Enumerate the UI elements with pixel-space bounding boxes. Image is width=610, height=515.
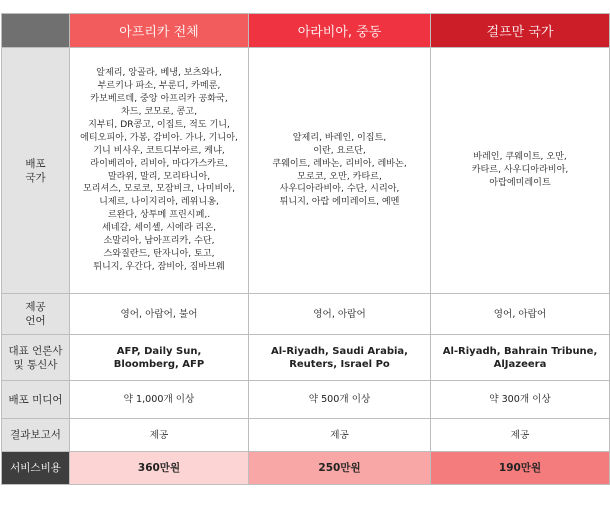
cell-line: 바레인, 쿠웨이트, 오만, [473, 152, 567, 163]
cell-line: 말라위, 말리, 모리타니아, [107, 171, 211, 182]
row-media [2, 335, 610, 381]
media-arabia [249, 335, 431, 381]
cell-line: 차드, 코모로, 콩고, [121, 106, 197, 117]
row-label-countries: 배포 국가 [2, 48, 70, 294]
cell-line: 알제리, 앙골라, 베냉, 보츠와나, [96, 68, 222, 79]
cell-line: 알제리, 바레인, 이집트, [292, 132, 387, 143]
cell-line: 르완다, 상투메 프린시페,. [107, 210, 211, 221]
cell-line: 부르키나 파소, 부룬디, 카메룬, [97, 81, 221, 92]
cell-line: Bloomberg, AFP [113, 358, 205, 370]
cell-line: 니제르, 나이지리아, 레위니옹, [99, 197, 219, 208]
media-africa [70, 335, 249, 381]
report-gulf [431, 419, 610, 452]
cell-line: Reuters, Israel Po [289, 358, 390, 370]
cell-line: 190만원 [498, 461, 542, 474]
row-label-report: 결과보고서 [2, 419, 70, 452]
cell-line: 이란, 요르단, [313, 145, 366, 156]
row-label-outlets: 배포 미디어 [2, 381, 70, 419]
cell-line: 모리셔스, 모로코, 모잠비크, 나미비아, [82, 184, 235, 195]
cell-line: 기니 비사우, 코트디부아르, 케냐, [93, 145, 225, 156]
price-africa [70, 452, 249, 485]
cell-line: 카보베르데, 중앙 아프리카 공화국, [90, 94, 228, 105]
cell-line: 약 300개 이상 [489, 394, 551, 405]
cell-line: AlJazeera [493, 358, 547, 370]
countries-arabia [249, 48, 431, 294]
languages-gulf [431, 294, 610, 335]
languages-africa [70, 294, 249, 335]
cell-line: 스와질란드, 탄자니아, 토고, [103, 248, 215, 259]
row-label-media: 대표 언론사 및 통신사 [2, 335, 70, 381]
countries-gulf [431, 48, 610, 294]
cell-line: 제공 [149, 429, 169, 441]
comparison-table [1, 13, 610, 485]
cell-line: 튀니지, 우간다, 잠비아, 짐바브웨 [93, 261, 225, 272]
header-corner [2, 14, 70, 48]
header-row [2, 14, 610, 48]
outlets-gulf [431, 381, 610, 419]
cell-line: 소말리아, 남아프리카, 수단, [103, 236, 215, 247]
media-gulf [431, 335, 610, 381]
cell-line: Al-Riyadh, Saudi Arabia, [271, 345, 408, 357]
column-header-africa: 아프리카 전체 [70, 14, 249, 48]
cell-line: Al-Riyadh, Bahrain Tribune, [442, 345, 598, 357]
price-gulf [431, 452, 610, 485]
cell-line: 에티오피아, 가봉, 감비아. 가나, 기니아, [80, 132, 238, 143]
report-arabia [249, 419, 431, 452]
cell-line: 영어, 아랍어 [313, 308, 366, 320]
row-report [2, 419, 610, 452]
row-label-price: 서비스비용 [2, 452, 70, 485]
countries-africa [70, 48, 249, 294]
cell-line: 영어, 아랍어 [493, 308, 547, 320]
cell-line: 약 1,000개 이상 [123, 394, 195, 405]
cell-line: 약 500개 이상 [308, 394, 371, 405]
column-header-gulf: 걸프만 국가 [431, 14, 610, 48]
cell-line: 360만원 [137, 461, 181, 474]
row-languages [2, 294, 610, 335]
cell-line: 아랍에미레이트 [489, 177, 551, 188]
cell-line: 제공 [330, 429, 349, 441]
cell-line: 사우디아라비아, 수단, 시리아, [279, 184, 400, 195]
cell-line: 영어, 아랍어, 불어 [120, 308, 198, 320]
cell-line: AFP, Daily Sun, [116, 345, 202, 357]
cell-line: 튀니지, 아랍 에미레이트, 예멘 [279, 197, 400, 208]
column-header-arabia-middle-east: 아라비아, 중동 [249, 14, 431, 48]
price-arabia [249, 452, 431, 485]
outlets-arabia [249, 381, 431, 419]
cell-line: 250만원 [318, 461, 361, 474]
row-countries [2, 48, 610, 294]
cell-line: 라이베리아, 리비아, 마다가스카르, [90, 158, 228, 169]
cell-line: 지부티, DR콩고, 이집트, 적도 기니, [88, 119, 230, 130]
outlets-africa [70, 381, 249, 419]
cell-line: 카타르, 사우디아라비아, [471, 165, 569, 176]
cell-line: 모로코, 오만, 카타르, [297, 171, 382, 182]
cell-line: 세네갈, 세이셸, 시에라 리온, [102, 223, 216, 234]
row-outlets [2, 381, 610, 419]
cell-line: 쿠웨이트, 레바논, 리비아, 레바논, [272, 158, 407, 169]
row-label-languages: 제공 언어 [2, 294, 70, 335]
cell-line: 제공 [510, 429, 530, 441]
row-price [2, 452, 610, 485]
report-africa [70, 419, 249, 452]
languages-arabia [249, 294, 431, 335]
